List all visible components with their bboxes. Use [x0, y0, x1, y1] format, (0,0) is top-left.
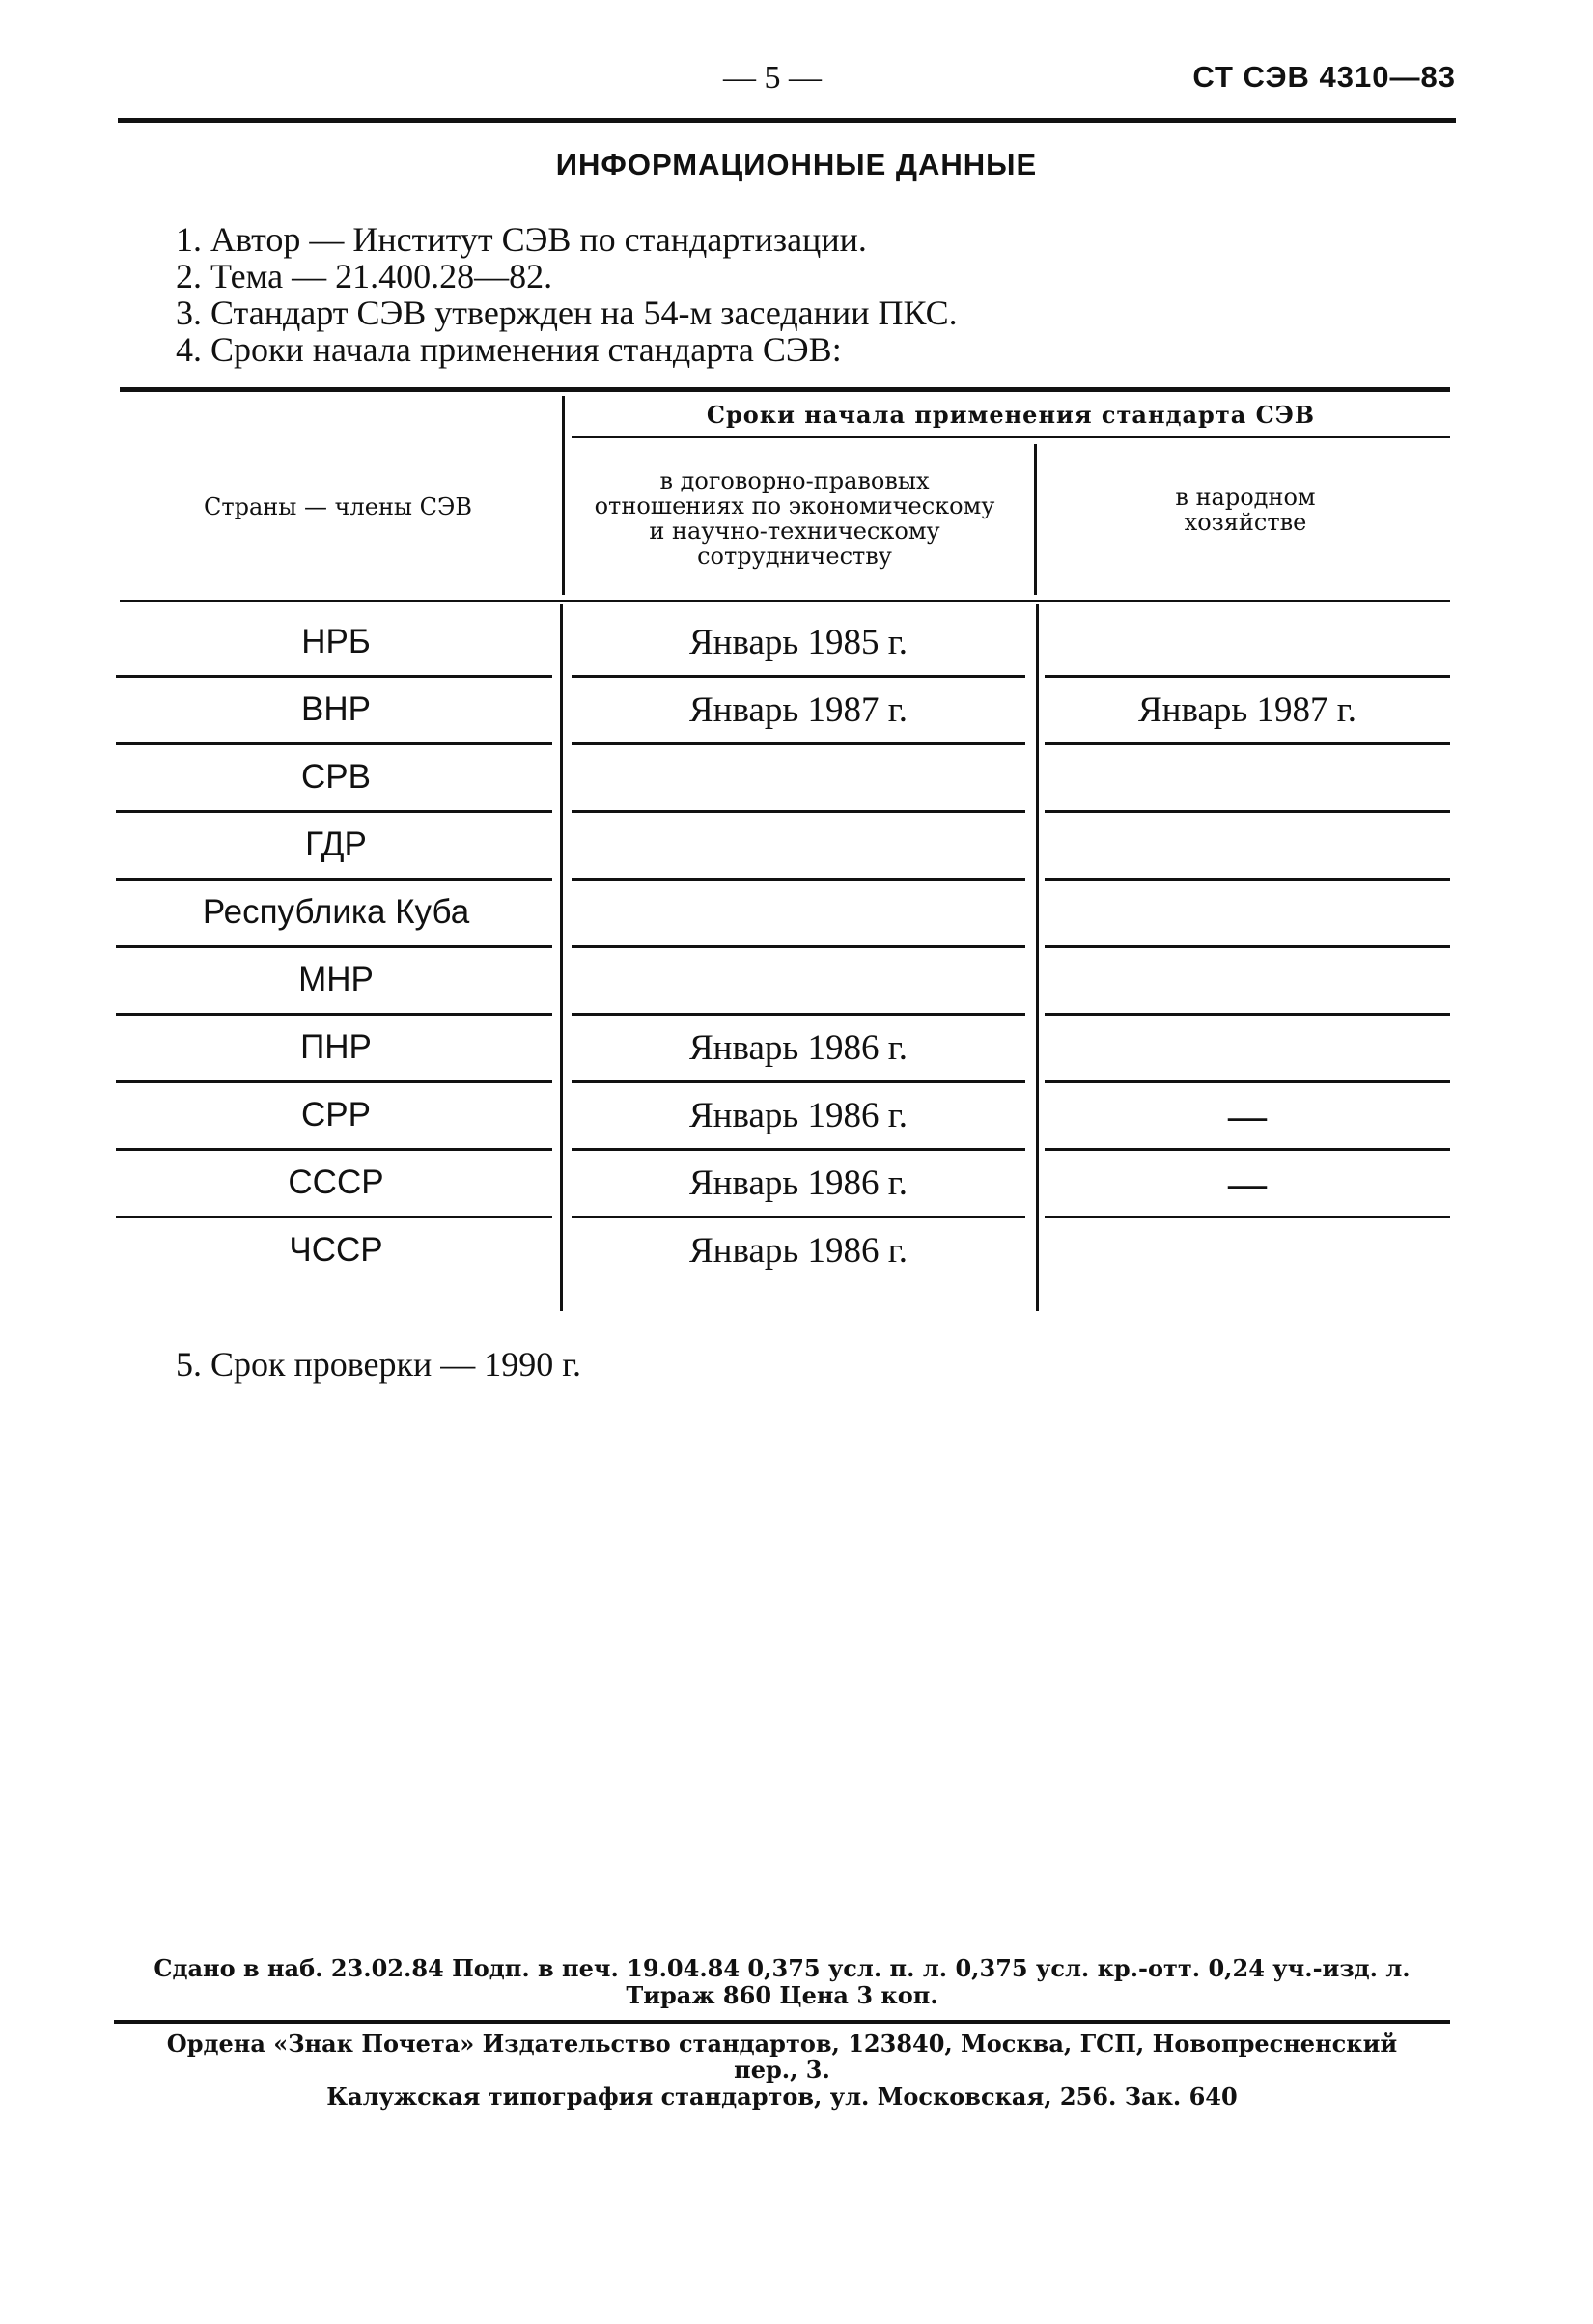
row-rule [116, 945, 552, 948]
row-rule [116, 1013, 552, 1016]
row-rule [116, 675, 552, 678]
row-rule [572, 878, 1025, 881]
imprint-run-price: Тираж 860 Цена 3 коп. [626, 1981, 938, 2009]
group-column-header: Сроки начала применения стандарта СЭВ [706, 400, 1316, 429]
contract-date-cell: Январь 1986 г. [688, 1162, 908, 1203]
table-top-rule [120, 387, 1450, 392]
row-rule [1045, 742, 1450, 745]
contract-date-cell: Январь 1985 г. [688, 622, 908, 662]
row-rule [1045, 1148, 1450, 1151]
info-item-approval: 3. Стандарт СЭВ утвержден на 54-м заседании ПКС. [176, 294, 958, 332]
row-rule [1045, 810, 1450, 813]
row-rule [1045, 1216, 1450, 1218]
row-rule [1045, 878, 1450, 881]
economy-date-cell [1045, 1217, 1450, 1284]
country-cell: ПНР [300, 1028, 372, 1066]
country-cell: Республика Куба [202, 893, 470, 931]
body-divider-2 [1036, 604, 1039, 1311]
economy-date-cell [1045, 743, 1450, 811]
body-divider-1 [560, 604, 563, 1311]
row-rule [116, 810, 552, 813]
imprint-printer: Калужская типография стандартов, ул. Московская, 256. Зак. 640 [326, 2083, 1238, 2111]
row-rule [116, 742, 552, 745]
country-cell: МНР [298, 961, 374, 998]
row-rule [572, 675, 1025, 678]
economy-date-cell: — [1228, 1093, 1267, 1137]
row-rule [1045, 1080, 1450, 1083]
country-cell: НРБ [301, 623, 371, 660]
economy-date-cell: Январь 1987 г. [1137, 689, 1356, 730]
section-title: ИНФОРМАЦИОННЫЕ ДАННЫЕ [555, 148, 1038, 182]
row-rule [116, 878, 552, 881]
page-number: — 5 — [723, 60, 822, 96]
header-divider-2 [1034, 444, 1037, 595]
economy-date-cell [1045, 811, 1450, 879]
info-item-review: 5. Срок проверки — 1990 г. [176, 1345, 581, 1384]
contract-column-header: в договорно-правовых отношениях по экономическому и научно-техническому сотрудничеству [594, 467, 995, 570]
imprint-print-data: Сдано в наб. 23.02.84 Подп. в печ. 19.04.84 0,375 усл. п. л. 0,375 усл. кр.-отт. 0,24 уч.-изд. л. [154, 1954, 1411, 1982]
contract-date-cell: Январь 1986 г. [688, 1095, 908, 1135]
country-cell: СРР [301, 1096, 371, 1134]
row-rule [116, 1216, 552, 1218]
row-rule [572, 1148, 1025, 1151]
header-rule [118, 118, 1456, 123]
info-item-topic: 2. Тема — 21.400.28—82. [176, 257, 553, 295]
row-rule [572, 810, 1025, 813]
country-column-header: Страны — члены СЭВ [203, 493, 473, 520]
country-cell: СССР [288, 1163, 384, 1201]
group-header-rule [572, 436, 1450, 438]
contract-date-cell: Январь 1987 г. [688, 689, 908, 730]
row-rule [1045, 1013, 1450, 1016]
row-rule [572, 1013, 1025, 1016]
country-cell: СРВ [301, 758, 371, 796]
row-rule [572, 1080, 1025, 1083]
economy-date-cell [1045, 608, 1450, 676]
country-cell: ГДР [305, 826, 367, 863]
economy-column-header: в народном хозяйстве [1175, 484, 1316, 536]
imprint-publisher-address: пер., 3. [734, 2056, 830, 2084]
economy-date-cell [1045, 946, 1450, 1014]
economy-date-cell [1045, 879, 1450, 946]
contract-date-cell [572, 811, 1025, 879]
row-rule [572, 945, 1025, 948]
contract-date-cell [572, 743, 1025, 811]
info-item-terms: 4. Сроки начала применения стандарта СЭВ: [176, 330, 842, 369]
header-divider-1 [562, 396, 565, 595]
info-list [176, 221, 958, 368]
row-rule [1045, 675, 1450, 678]
contract-date-cell: Январь 1986 г. [688, 1230, 908, 1271]
row-rule [116, 1080, 552, 1083]
country-cell: ВНР [301, 690, 371, 728]
row-rule [1045, 945, 1450, 948]
row-rule [572, 1216, 1025, 1218]
imprint-publisher: Ордена «Знак Почета» Издательство стандартов, 123840, Москва, ГСП, Новопресненский [166, 2030, 1398, 2058]
contract-date-cell: Январь 1986 г. [688, 1027, 908, 1068]
row-rule [572, 742, 1025, 745]
economy-date-cell: — [1228, 1161, 1267, 1205]
country-cell: ЧССР [289, 1231, 383, 1269]
economy-date-cell [1045, 1014, 1450, 1081]
standard-code: СТ СЭВ 4310—83 [1192, 60, 1456, 94]
contract-date-cell [572, 946, 1025, 1014]
imprint-rule [114, 2020, 1450, 2024]
row-rule [116, 1148, 552, 1151]
info-item-author: 1. Автор — Институт СЭВ по стандартизации. [176, 220, 867, 259]
contract-date-cell [572, 879, 1025, 946]
table-header-rule [120, 600, 1450, 602]
